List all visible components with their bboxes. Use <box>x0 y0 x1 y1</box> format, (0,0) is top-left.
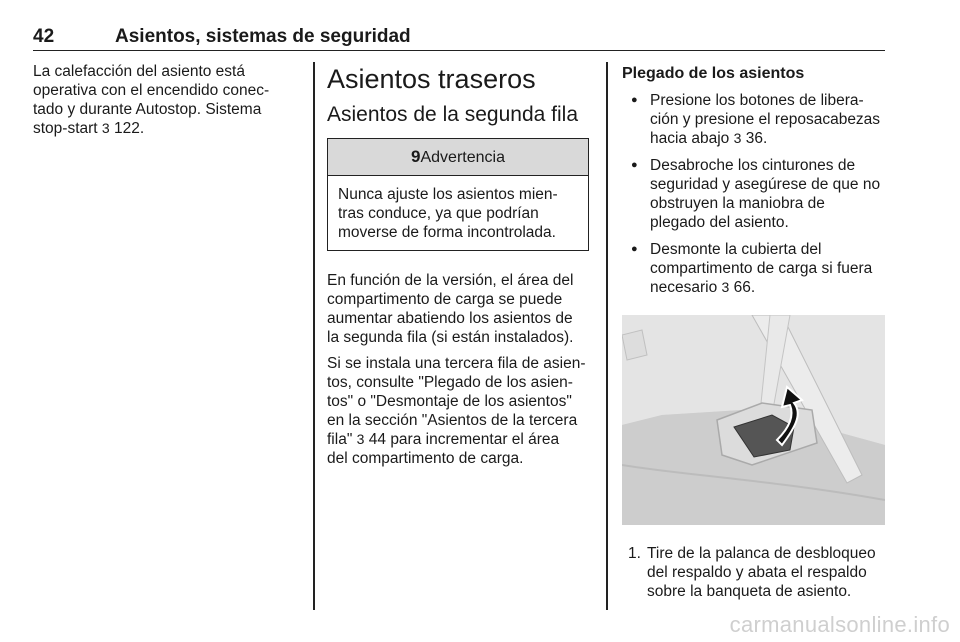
column-left <box>33 62 291 145</box>
warning-icon: 9 <box>411 147 421 166</box>
page-ref: 122. <box>114 120 145 137</box>
header-title: Asientos, sistemas de seguridad <box>115 26 411 47</box>
step-item: 1. Tire de la palanca de desbloqueo del respaldo y abata el respaldo sobre la banqueta de asiento. <box>628 545 876 600</box>
folding-heading: Plegado de los asientos <box>622 65 805 82</box>
page-ref: 44 <box>368 431 386 448</box>
list-item: ● Presione los botones de libera- ción y presione el reposacabezas hacia abajo 3 36. <box>622 91 885 148</box>
headrest-edge <box>622 330 647 360</box>
warning-box <box>327 138 589 251</box>
seat-release-lever-illustration <box>622 315 885 525</box>
warning-label: Advertencia <box>420 149 505 166</box>
page-header <box>33 26 885 51</box>
column-right <box>622 62 885 601</box>
cargo-area-paragraph: En función de la versión, el área del compartimento de carga se puede aumentar abatiendo los asientos de la segunda fila (si están instalados). <box>327 272 574 346</box>
seat-heating-paragraph: La calefacción del asiento está operativa con el encendido conec- tado y durante Autostop. Sistema stop-start 3 122. <box>33 63 270 137</box>
folding-bullets <box>622 91 885 297</box>
list-item: ● Desabroche los cinturones de seguridad y asegúrese de que no obstruyen la maniobra de plegado del asiento. <box>622 156 885 232</box>
step-number: 1. <box>628 545 641 562</box>
page-ref-icon: 3 <box>733 130 742 146</box>
column-divider <box>313 62 315 610</box>
page-ref-icon: 3 <box>101 120 110 136</box>
column-middle <box>327 62 589 475</box>
column-divider <box>606 62 608 610</box>
watermark: carmanualsonline.info <box>729 612 950 637</box>
page-ref-icon: 3 <box>356 431 365 447</box>
warning-header <box>328 139 588 176</box>
subsection-title: Asientos de la segunda fila <box>327 103 579 126</box>
page-number: 42 <box>33 26 55 47</box>
page-ref-icon: 3 <box>721 279 730 295</box>
warning-text: Nunca ajuste los asientos mien- tras conduce, ya que podrían moverse de forma incontrolada. <box>338 186 558 241</box>
list-item: ● Desmonte la cubierta del compartimento de carga si fuera necesario 3 66. <box>622 240 885 297</box>
third-row-paragraph: Si se instala una tercera fila de asien- tos, consulte "Plegado de los asien- tos" o "Desmontaje de los asientos" en la sección "Asientos de la tercera fila" 3 44 para incrementar el área del compartimento de carga. <box>327 355 586 467</box>
section-title: Asientos traseros <box>327 64 536 94</box>
page-ref: 36. <box>745 130 768 147</box>
page-ref: 66. <box>733 279 756 296</box>
